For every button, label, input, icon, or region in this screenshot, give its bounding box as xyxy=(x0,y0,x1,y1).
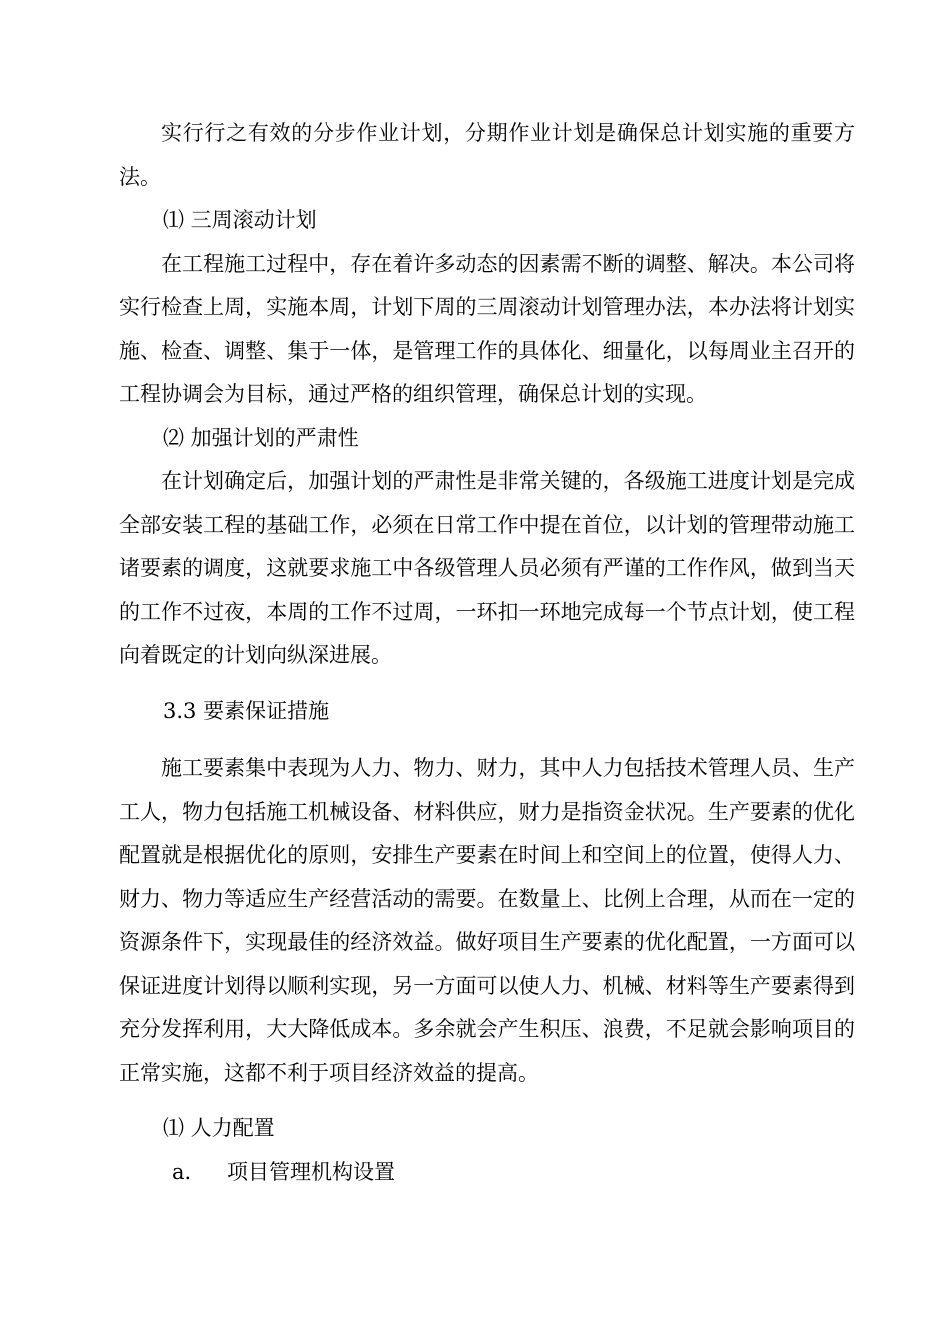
rolling-plan-paragraph: 在工程施工过程中，存在着许多动态的因素需不断的调整、解决。本公司将实行检查上周，实施本周，计划下周的三周滚动计划管理办法，本办法将计划实施、检查、调整、集于一体，是管理工作的具体化、细量化，以每周业主召开的工程协调会为目标，通过严格的组织管理，确保总计划的实现。 xyxy=(119,251,855,406)
subheading-manpower: ⑴ 人力配置 xyxy=(163,1116,275,1140)
intro-paragraph: 实行行之有效的分步作业计划，分期作业计划是确保总计划实施的重要方法。 xyxy=(119,121,855,189)
elements-paragraph: 施工要素集中表现为人力、物力、财力，其中人力包括技术管理人员、生产工人，物力包括施工机械设备、材料供应，财力是指资金状况。生产要素的优化配置就是根据优化的原则，安排生产要素在时间上和空间上的位置，使得人力、财力、物力等适应生产经营活动的需要。在数量上、比例上合理，从而在一定的资源条件下，实现最佳的经济效益。做好项目生产要素的优化配置，一方面可以保证进度计划得以顺利实现，另一方面可以使人力、机械、材料等生产要素得到充分发挥利用，大大降低成本。多余就会产生积压、浪费，不足就会影响项目的正常实施，这都不利于项目经济效益的提高。 xyxy=(119,756,855,1085)
list-marker: a. xyxy=(172,1159,192,1184)
subheading-plan-seriousness: ⑵ 加强计划的严肃性 xyxy=(163,425,359,450)
list-item-text: 项目管理机构设置 xyxy=(227,1159,395,1184)
list-item xyxy=(119,1151,855,1195)
plan-seriousness-paragraph: 在计划确定后，加强计划的严肃性是非常关键的，各级施工进度计划是完成全部安装工程的基础工作，必须在日常工作中提在首位，以计划的管理带动施工诸要素的调度，这就要求施工中各级管理人员必须有严谨的工作作风，做到当天的工作不过夜，本周的工作不过周，一环扣一环地完成每一个节点计划，使工程向着既定的计划向纵深进展。 xyxy=(119,469,855,667)
subheading-rolling-plan: ⑴ 三周滚动计划 xyxy=(163,208,317,232)
document-page xyxy=(119,112,855,1194)
section-heading-3-3: 3.3 要素保证措施 xyxy=(163,698,330,723)
